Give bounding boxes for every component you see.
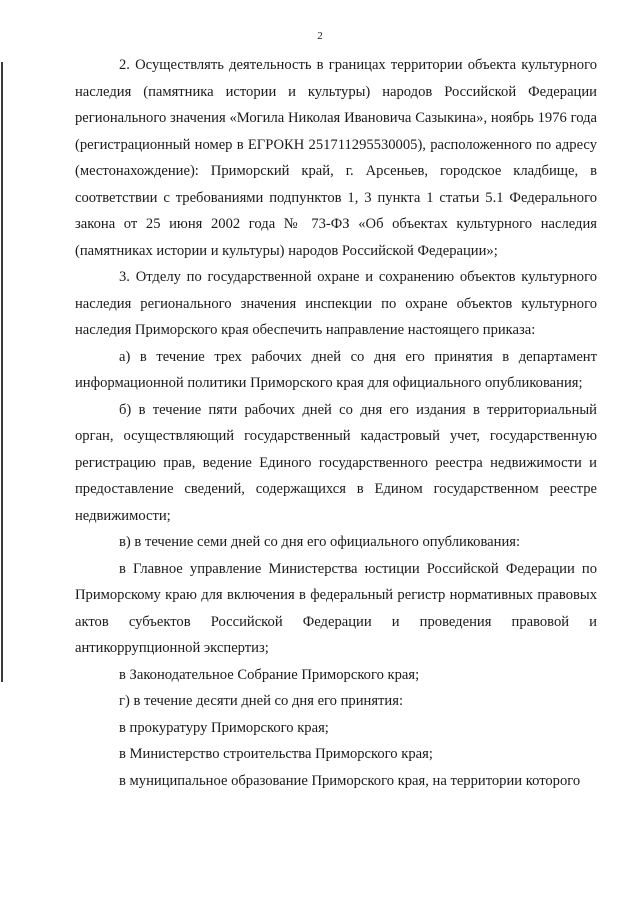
paragraph-ministry-construction: в Министерство строительства Приморского края;	[119, 746, 433, 762]
paragraph-ministry-justice: в Главное управление Министерства юстиции Российской Федерации по Приморскому краю для включения в федеральный регистр нормативных правовых актов субъектов Российской Федерации и проведения правовой и антикоррупционной экспертиз;	[75, 560, 597, 656]
paragraph-item-2: 2. Осуществлять деятельность в границах территории объекта культурного наследия (памятника истории и культуры) народов Российской Федерации регионального значения «Могила Николая Ивановича Сазыкина», ноябрь 1976 года (регистрационный номер в ЕГРОКН 251711295530005), расположенного по адресу (местонахождение): Приморский край, г. Арсеньев, городское кладбище, в соответствии с требованиями подпунктов 1, 3 пункта 1 статьи 5.1 Федерального закона от 25 июня 2002 года № 73-ФЗ «Об объектах культурного наследия (памятниках истории и культуры) народов Российской Федерации»;	[75, 57, 597, 259]
scan-margin-line	[1, 62, 3, 682]
paragraph-subitem-v: в) в течение семи дней со дня его официального опубликования:	[119, 534, 521, 550]
paragraph-legislative-assembly: в Законодательное Собрание Приморского края;	[119, 666, 420, 683]
paragraph-subitem-g: г) в течение десяти дней со дня его принятия:	[119, 693, 404, 709]
paragraph-subitem-b: б) в течение пяти рабочих дней со дня его издания в территориальный орган, осуществляющий государственный кадастровый учет, государственную регистрацию прав, ведение Единого государственного реестра недвижимости и предоставление сведений, содержащихся в Едином государственном реестре недвижимости;	[75, 401, 597, 524]
paragraph-prosecutor: в прокуратуру Приморского края;	[119, 719, 329, 736]
paragraph-subitem-a: а) в течение трех рабочих дней со дня его принятия в департамент информационной политики Приморского края для официального опубликования;	[75, 348, 597, 391]
document-body	[75, 52, 597, 794]
paragraph-item-3: 3. Отделу по государственной охране и сохранению объектов культурного наследия регионального значения инспекции по охране объектов культурного наследия Приморского края обеспечить направление настоящего приказа:	[75, 269, 597, 338]
page-number: 2	[317, 30, 323, 42]
paragraph-municipality: в муниципальное образование Приморского края, на территории которого	[119, 772, 581, 789]
